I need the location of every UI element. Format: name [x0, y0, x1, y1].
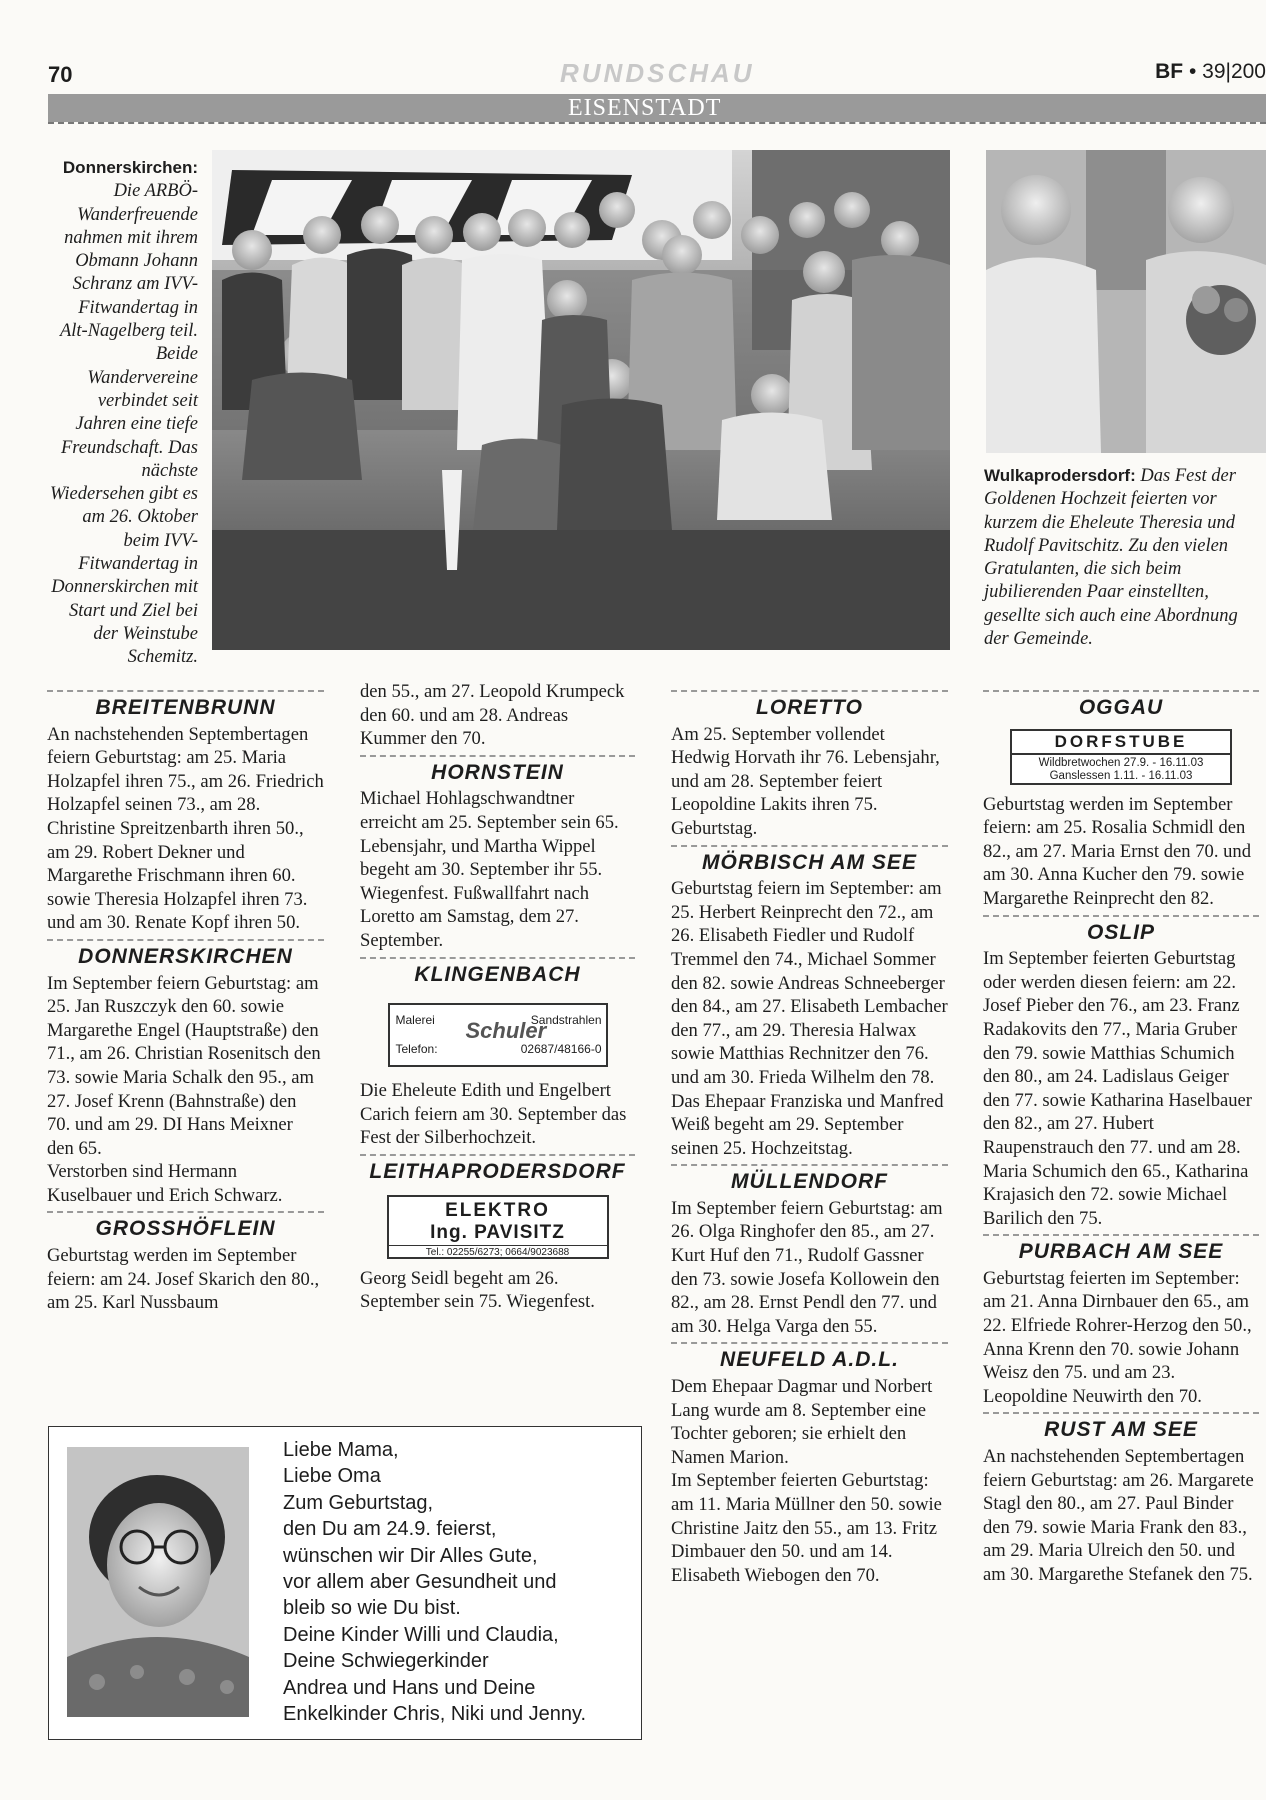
ad-schuler-left: Malerei	[395, 1013, 435, 1028]
ad-elektro-line2: Ing. PAVISITZ	[430, 1221, 565, 1243]
text-hornstein: Michael Hohlagschwandtner erreicht am 25. September sein 65. Lebensjahr, und Martha Wippel begeht am 30. September ihr 55. Wiegenfest. Fußwallfahrt nach Loretto am Samstag, dem 27. September.	[360, 788, 619, 951]
heading-klingenbach: KLINGENBACH	[360, 957, 635, 990]
issue-label	[1155, 60, 1266, 84]
text-neufeld: Dem Ehepaar Dagmar und Norbert Lang wurde am 8. September eine Tochter geboren; sie erhielt den Namen Marion.	[671, 1376, 933, 1468]
text-donnerskirchen: Im September feiern Geburtstag: am 25. Jan Ruszczyk den 60. sowie Margarethe Engel (Hauptstraße) den 71., am 26. Christian Rosenitsch den 73. sowie Maria Schalk den 95., am 27. Josef Krenn (Bahnstraße) den 70. und am 29. DI Hans Meixner den 65.	[47, 972, 321, 1159]
text-donnerskirchen-2: Verstorben sind Hermann Kuselbauer und Erich Schwarz.	[47, 1161, 283, 1206]
text-loretto: Am 25. September vollendet Hedwig Horvath ihr 76. Lebensjahr, und am 28. September feiert Leopoldine Lakits ihren 75. Geburtstag.	[671, 723, 940, 839]
portrait-photo	[67, 1447, 249, 1717]
heading-grosshoeflein: GROSSHÖFLEIN	[47, 1211, 324, 1244]
heading-oslip: OSLIP	[983, 915, 1259, 948]
ad-schuler	[388, 1003, 608, 1067]
text-moerbisch: Geburtstag feiern im September: am 25. Herbert Reinprecht den 72., am 26. Elisabeth Fiedler und Rudolf Tremmel den 74., Michael Sommer den 82. sowie Andreas Schneeberger den 84., am 27. Elisabeth Lembacher den 77., am 29. Theresia Halwax sowie Matthias Rechnitzer den 76. und am 30. Frieda Wilhelm den 78.	[671, 878, 948, 1088]
heading-breitenbrunn: BREITENBRUNN	[47, 690, 324, 723]
greeting-line: wünschen wir Dir Alles Gute,	[283, 1544, 538, 1567]
greeting-line: Andrea und Hans und Deine	[283, 1676, 536, 1699]
ad-schuler-logo: Schuler	[465, 1018, 547, 1044]
region-banner	[48, 94, 1266, 122]
ad-schuler-phone-label: Telefon:	[395, 1041, 438, 1056]
text-klingenbach: Die Eheleute Edith und Engelbert Carich feiern am 30. September das Fest der Silberhochzeit.	[360, 1080, 627, 1149]
text-leithaprodersdorf: Georg Seidl begeht am 26. September sein 75. Wiegenfest.	[360, 1267, 595, 1313]
region-title: EISENSTADT	[568, 95, 722, 121]
ad-elektro	[387, 1195, 609, 1259]
text-grosshoeflein: Geburtstag werden im September feiern: am 24. Josef Skarich den 80., am 25. Karl Nussbaum	[47, 1245, 320, 1314]
heading-loretto: LORETTO	[671, 690, 948, 723]
greeting-line: Deine Kinder Willi und Claudia,	[283, 1623, 559, 1646]
greeting-line: Liebe Mama,	[283, 1439, 399, 1461]
heading-neufeld: NEUFELD A.D.L.	[671, 1342, 948, 1375]
caption-text: Das Fest der Goldenen Hochzeit feierten vor kurzem die Eheleute Theresia und Rudolf Pavitschitz. Zu den vielen Gratulanten, die sich beim jubilierenden Paar einstellten, gesellte sich auch eine Abordnung der Gemeinde.	[984, 466, 1238, 650]
ad-dorfstube-line1: Wildbretwochen 27.9. - 16.11.03	[1038, 757, 1204, 770]
column-4	[983, 688, 1259, 1587]
group-photo-caption	[48, 156, 198, 670]
ad-dorfstube	[1010, 729, 1232, 785]
text-oslip: Im September feierten Geburtstag oder werden diesen feiern: am 22. Josef Pieber den 76., am 23. Franz Radakovits den 77., Maria Gruber den 79. sowie Matthias Schumich den 80., am 24. Ladislaus Geiger den 77. sowie Katharina Haselbauer den 82., am 27. Hubert Raupenstrauch den 77. und am 28. Maria Schumich den 65., Katharina Krajasich den 72. sowie Michael Barilich den 75.	[983, 948, 1252, 1229]
text-purbach: Geburtstag feierten im September: am 21. Anna Dirnbauer den 65., am 22. Elfriede Rohrer-Herzog den 50., Anna Krenn den 70. sowie Johann Weisz den 75. und am 23. Leopoldine Neuwirth den 70.	[983, 1267, 1252, 1407]
ad-dorfstube-title: DORFSTUBE	[1012, 731, 1230, 756]
caption-place: Donnerskirchen:	[62, 158, 198, 177]
column-3	[671, 688, 948, 1587]
heading-leithaprodersdorf: LEITHAPRODERSDORF	[360, 1154, 635, 1187]
heading-donnerskirchen: DONNERSKIRCHEN	[47, 939, 324, 972]
heading-oggau: OGGAU	[983, 690, 1259, 723]
ad-elektro-line3: Tel.: 02255/6273; 0664/9023688	[389, 1245, 607, 1258]
section-title: RUNDSCHAU	[560, 58, 755, 88]
ad-dorfstube-line2: Ganslessen 1.11. - 16.11.03	[1049, 769, 1193, 782]
text-oggau: Geburtstag werden im September feiern: am 25. Rosalia Schmidl den 82., am 27. Maria Ernst den 70. und am 30. Anna Kucher den 79. sowie Margarethe Reinprecht den 82.	[983, 793, 1252, 909]
greeting-line: Enkelkinder Chris, Niki und Jenny.	[283, 1703, 587, 1726]
heading-muellendorf: MÜLLENDORF	[671, 1164, 948, 1197]
caption-text: Die ARBÖ-Wanderfreuende nahmen mit ihrem Obmann Johann Schranz am IVV-Fitwandertag in Alt-Nagelberg teil. Beide Wandervereine verbindet seit Jahren eine tiefe Freundschaft. Das nächste Wiedersehen gibt es am 26. Oktober beim IVV-Fitwandertag in Donnerskirchen mit Start und Ziel bei der Weinstube Schemitz.	[50, 181, 198, 668]
column-1	[47, 688, 324, 1315]
text-rust: An nachstehenden Septembertagen feiern Geburtstag: am 26. Margarete Stagl den 80., am 27. Paul Binder den 79. sowie Maria Frank den 83., am 29. Maria Ulreich den 50. und am 30. Margarethe Stefanek den 75.	[983, 1446, 1254, 1585]
text-breitenbrunn: An nachstehenden Septembertagen feiern Geburtstag: am 25. Maria Holzapfel ihren 75., am 26. Friedrich Holzapfel seinen 73., am 28. Christine Spreitzenbarth ihren 50., am 29. Robert Dekner und Margarethe Frischmann ihren 60. sowie Theresia Holzapfel ihren 73. und am 30. Renate Kopf ihren 50.	[47, 723, 324, 934]
issue-number: • 39|200	[1188, 60, 1266, 83]
heading-purbach: PURBACH AM SEE	[983, 1234, 1259, 1267]
banner-divider	[48, 122, 1266, 124]
heading-rust: RUST AM SEE	[983, 1412, 1259, 1445]
text-moerbisch-2: Das Ehepaar Franziska und Manfred Weiß begeht am 29. September seinen 25. Hochzeitstag.	[671, 1090, 944, 1159]
text-muellendorf: Im September feiern Geburtstag: am 26. Olga Ringhofer den 85., am 27. Kurt Huf den 71., Rudolf Gassner den 73. sowie Josefa Kollowein den 82., am 28. Ernst Pendl den 77. und am 30. Helga Varga den 55.	[671, 1197, 943, 1337]
ad-schuler-right: Sandstrahlen	[530, 1013, 602, 1028]
greeting-line: Liebe Oma	[283, 1465, 381, 1488]
greeting-line: Deine Schwiegerkinder	[283, 1650, 489, 1673]
text-neufeld-2: Im September feierten Geburtstag: am 11. Maria Müllner den 50. sowie Christine Jaitz den 55., am 13. Fritz Dimbauer den 50. und am 14. Elisabeth Wiebogen den 70.	[671, 1470, 942, 1586]
couple-photo	[986, 150, 1266, 453]
heading-moerbisch: MÖRBISCH AM SEE	[671, 845, 948, 878]
column-2	[360, 680, 635, 1314]
page-number: 70	[48, 62, 73, 87]
birthday-greeting-box	[48, 1426, 642, 1740]
text-grosshoeflein-cont: den 55., am 27. Leopold Krumpeck den 60. und am 28. Andreas Kummer den 70.	[360, 681, 625, 750]
ad-elektro-line1: ELEKTRO	[445, 1199, 550, 1221]
greeting-line: vor allem aber Gesundheit und	[283, 1571, 557, 1594]
caption-place: Wulkaprodersdorf:	[984, 466, 1136, 485]
couple-photo-caption	[984, 464, 1266, 651]
greeting-line: den Du am 24.9. feierst,	[283, 1518, 497, 1541]
group-photo	[212, 150, 950, 650]
greeting-line: bleib so wie Du bist.	[283, 1597, 461, 1620]
ad-schuler-phone: 02687/48166-0	[520, 1041, 602, 1056]
heading-hornstein: HORNSTEIN	[360, 755, 635, 788]
greeting-line: Zum Geburtstag,	[283, 1491, 434, 1514]
greeting-text	[283, 1437, 633, 1727]
publication-name: BF	[1155, 60, 1184, 83]
